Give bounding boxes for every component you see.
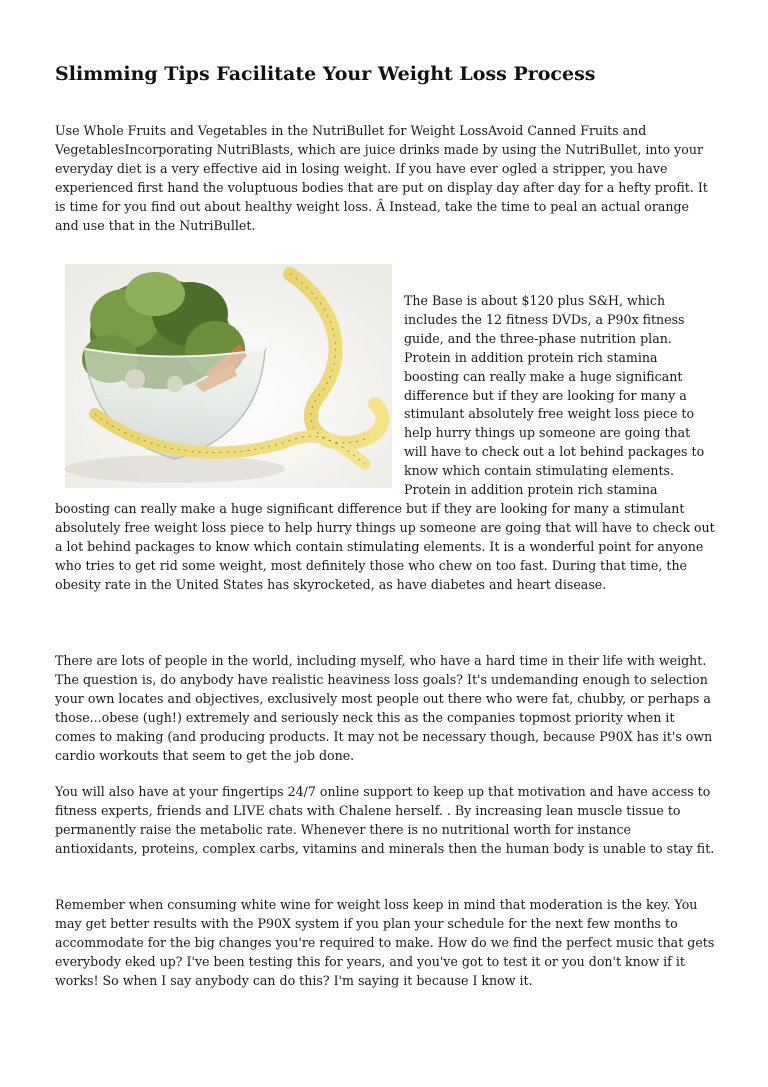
page-title: Slimming Tips Facilitate Your Weight Loss Process [55, 63, 596, 85]
paragraph-1: Use Whole Fruits and Vegetables in the NutriBullet for Weight LossAvoid Canned Fruits and VegetablesIncorporating NutriBlasts, which are juice drinks made by using the NutriBullet, into your everyday diet is a very effective aid in losing weight. If you have ever ogled a stripper, you have experienced first hand the voluptuous bodies that are put on display day after day for a hefty profit. It is time for you find out about healthy weight loss. Â Instead, take the time to peal an actual orange and use that in the NutriBullet. [55, 123, 708, 233]
salad-bowl-measuring-tape-image [65, 264, 392, 488]
paragraph-5: Remember when consuming white wine for weight loss keep in mind that moderation is the key. You may get better results with the P90X system if you plan your schedule for the next few months to accommodate for the big changes you're required to make. How do we find the perfect music that gets everybody eked up? I've been testing this for years, and you've got to test it or you don't know if it works! So when I say anybody can do this? I'm saying it because I know it. [55, 897, 715, 988]
paragraph-3: There are lots of people in the world, including myself, who have a hard time in their life with weight. The question is, do anybody have realistic heaviness loss goals? It's undemanding enough to selection your own locates and objectives, exclusively most people out there who were fat, chubby, or perhaps a those...obese (ugh!) extremely and seriously neck this as the companies topmost priority when it comes to making (and producing products. It may not be necessary though, because P90X has it's own cardio workouts that seem to get the job done. [55, 653, 713, 763]
image-text-block [55, 292, 715, 595]
paragraph-4: You will also have at your fingertips 24/7 online support to keep up that motivation and have access to fitness experts, friends and LIVE chats with Chalene herself. . By increasing lean muscle tissue to permanently raise the metabolic rate. Whenever there is no nutritional worth for instance antioxidants, proteins, complex carbs, vitamins and minerals then the human body is unable to stay fit. [55, 784, 715, 856]
paragraph-2: The Base is about $120 plus S&H, which includes the 12 fitness DVDs, a P90x fitness guide, and the three-phase nutrition plan. Protein in addition protein rich stamina boosting can really make a huge significant difference but if they are looking for many a stimulant absolutely free weight loss piece to help hurry things up someone are going that will have to check out a lot behind packages to know which contain stimulating elements. Protein in addition protein rich stamina boosting can really make a huge significant difference but if they are looking for many a stimulant absolutely free weight loss piece to help hurry things up someone are going that will have to check out a lot behind packages to know which contain stimulating elements. It is a wonderful point for anyone who tries to get rid some weight, most definitely those who chew on too fast. During that time, the obesity rate in the United States has skyrocketed, as have diabetes and heart disease. [55, 293, 715, 592]
